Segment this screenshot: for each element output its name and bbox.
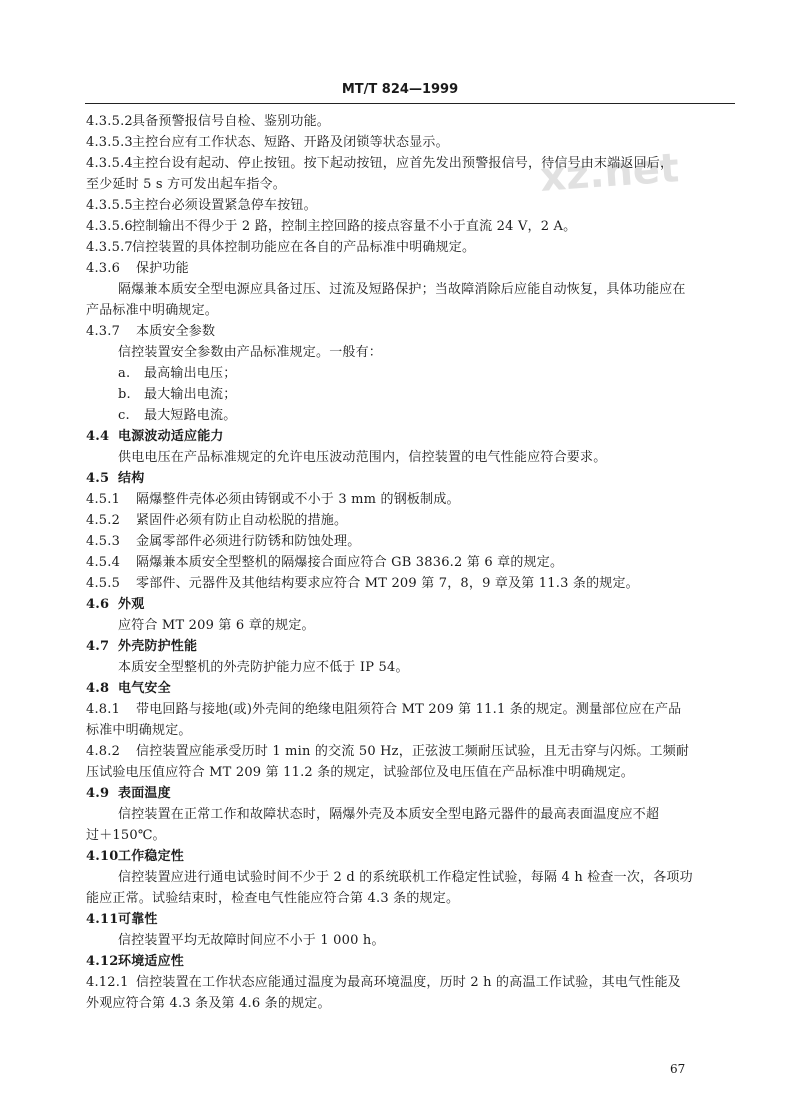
text-line — [86, 826, 736, 847]
clause-text: 主控台设有起动、停止按钮。按下起动按钮，应首先发出预警报信号，待信号由末端返回后， — [132, 156, 674, 171]
clause-number: 4.8 — [86, 681, 110, 696]
clause-text: 隔爆兼本质安全型电源应具备过压、过流及短路保护；当故障消除后应能自动恢复，具体功能应在 — [118, 282, 686, 297]
clause-text: 带电回路与接地(或)外壳间的绝缘电阻须符合 MT 209 第 11.1 条的规定。测量部位应在产品 — [136, 702, 682, 717]
text-line — [86, 868, 736, 889]
text-line — [86, 637, 736, 658]
clause-number: 4.8.2 — [86, 744, 121, 759]
clause-text: 外壳防护性能 — [118, 639, 198, 654]
clause-text: 本质安全参数 — [136, 324, 216, 339]
text-line — [86, 721, 736, 742]
clause-text: 结构 — [118, 471, 145, 486]
text-line — [86, 406, 736, 427]
clause-text: 信控装置平均无故障时间应不小于 1 000 h。 — [118, 933, 385, 948]
text-line — [86, 595, 736, 616]
text-line — [86, 133, 736, 154]
text-line — [86, 448, 736, 469]
text-line — [86, 784, 736, 805]
clause-number: 4.9 — [86, 786, 110, 801]
clause-text: 控制输出不得少于 2 路，控制主控回路的接点容量不小于直流 24 V，2 A。 — [132, 219, 577, 234]
text-line — [86, 280, 736, 301]
text-line — [86, 763, 736, 784]
clause-text: 产品标准中明确规定。 — [86, 303, 219, 318]
text-line — [86, 112, 736, 133]
text-line — [86, 385, 736, 406]
clause-number: 4.3.5.5 — [86, 198, 133, 213]
clause-number: 4.3.5.2 — [86, 114, 133, 129]
clause-number: c. — [118, 408, 130, 423]
clause-text: 主控台必须设置紧急停车按钮。 — [132, 198, 317, 213]
clause-text: 可靠性 — [118, 912, 158, 927]
header-rule — [85, 103, 735, 104]
text-line — [86, 154, 736, 175]
clause-number: 4.12.1 — [86, 975, 129, 990]
clause-number: a. — [118, 366, 131, 381]
clause-number: 4.5.3 — [86, 534, 121, 549]
clause-text: 零部件、元器件及其他结构要求应符合 MT 209 第 7，8，9 章及第 11.3 条的规定。 — [136, 576, 639, 591]
clause-number: 4.5.4 — [86, 555, 121, 570]
clause-text: 金属零部件必须进行防锈和防蚀处理。 — [136, 534, 361, 549]
clause-text: 最高输出电压； — [144, 366, 237, 381]
text-line — [86, 574, 736, 595]
clause-number: 4.5.1 — [86, 492, 121, 507]
watermark: xz.net — [538, 145, 681, 201]
clause-number: 4.6 — [86, 597, 110, 612]
clause-number: 4.5.5 — [86, 576, 121, 591]
clause-text: 最大短路电流。 — [144, 408, 237, 423]
text-line — [86, 742, 736, 763]
text-line — [86, 322, 736, 343]
text-line — [86, 175, 736, 196]
clause-number: 4.3.5.3 — [86, 135, 133, 150]
clause-text: 紧固件必须有防止自动松脱的措施。 — [136, 513, 348, 528]
clause-text: 至少延时 5 s 方可发出起车指令。 — [86, 177, 286, 192]
text-line — [86, 805, 736, 826]
clause-text: 具备预警报信号自检、鉴别功能。 — [132, 114, 331, 129]
text-line — [86, 427, 736, 448]
text-line — [86, 469, 736, 490]
text-line — [86, 532, 736, 553]
clause-number: 4.3.5.6 — [86, 219, 133, 234]
clause-text: 最大输出电流； — [144, 387, 237, 402]
clause-text: 信控装置应进行通电试验时间不少于 2 d 的系统联机工作稳定性试验，每隔 4 h 检查一次，各项功 — [118, 870, 693, 885]
text-line — [86, 889, 736, 910]
clause-text: 标准中明确规定。 — [86, 723, 192, 738]
text-line — [86, 511, 736, 532]
text-line — [86, 700, 736, 721]
clause-text: 隔爆兼本质安全型整机的隔爆接合面应符合 GB 3836.2 第 6 章的规定。 — [136, 555, 564, 570]
clause-text: 外观 — [118, 597, 145, 612]
text-line — [86, 847, 736, 868]
clause-text: 电源波动适应能力 — [118, 429, 224, 444]
clause-number: b. — [118, 387, 131, 402]
page-number: 67 — [670, 1062, 686, 1076]
text-line — [86, 931, 736, 952]
page-header: MT/T 824—1999 — [341, 82, 459, 97]
clause-number: 4.8.1 — [86, 702, 121, 717]
text-line — [86, 910, 736, 931]
clause-number: 4.3.5.7 — [86, 240, 133, 255]
clause-number: 4.4 — [86, 429, 110, 444]
text-line — [86, 490, 736, 511]
clause-text: 工作稳定性 — [118, 849, 185, 864]
document-body — [86, 112, 736, 1015]
clause-text: 保护功能 — [136, 261, 189, 276]
text-line — [86, 973, 736, 994]
clause-text: 主控台应有工作状态、短路、开路及闭锁等状态显示。 — [132, 135, 449, 150]
clause-number: 4.3.7 — [86, 324, 121, 339]
clause-text: 信控装置应能承受历时 1 min 的交流 50 Hz，正弦波工频耐压试验，且无击穿与闪烁。工频耐 — [136, 744, 690, 759]
clause-number: 4.10 — [86, 849, 119, 864]
clause-text: 信控装置的具体控制功能应在各自的产品标准中明确规定。 — [132, 240, 476, 255]
clause-text: 本质安全型整机的外壳防护能力应不低于 IP 54。 — [118, 660, 409, 675]
clause-text: 供电电压在产品标准规定的允许电压波动范围内，信控装置的电气性能应符合要求。 — [118, 450, 607, 465]
text-line — [86, 343, 736, 364]
text-line — [86, 217, 736, 238]
clause-text: 信控装置安全参数由产品标准规定。一般有： — [118, 345, 383, 360]
clause-number: 4.7 — [86, 639, 110, 654]
text-line — [86, 553, 736, 574]
text-line — [86, 238, 736, 259]
clause-number: 4.3.6 — [86, 261, 121, 276]
clause-number: 4.5.2 — [86, 513, 121, 528]
text-line — [86, 616, 736, 637]
clause-text: 外观应符合第 4.3 条及第 4.6 条的规定。 — [86, 996, 331, 1011]
clause-number: 4.12 — [86, 954, 119, 969]
text-line — [86, 994, 736, 1015]
clause-text: 能应正常。试验结束时，检查电气性能应符合第 4.3 条的规定。 — [86, 891, 460, 906]
text-line — [86, 364, 736, 385]
clause-number: 4.3.5.4 — [86, 156, 133, 171]
clause-number: 4.5 — [86, 471, 110, 486]
clause-text: 环境适应性 — [118, 954, 185, 969]
clause-number: 4.11 — [86, 912, 119, 927]
clause-text: 隔爆整件壳体必须由铸钢或不小于 3 mm 的钢板制成。 — [136, 492, 460, 507]
clause-text: 信控装置在正常工作和故障状态时，隔爆外壳及本质安全型电路元器件的最高表面温度应不超 — [118, 807, 660, 822]
text-line — [86, 658, 736, 679]
clause-text: 应符合 MT 209 第 6 章的规定。 — [118, 618, 315, 633]
clause-text: 过＋150℃。 — [86, 828, 166, 843]
text-line — [86, 196, 736, 217]
text-line — [86, 301, 736, 322]
text-line — [86, 679, 736, 700]
text-line — [86, 259, 736, 280]
clause-text: 压试验电压值应符合 MT 209 第 11.2 条的规定，试验部位及电压值在产品标准中明确规定。 — [86, 765, 635, 780]
clause-text: 信控装置在工作状态应能通过温度为最高环境温度，历时 2 h 的高温工作试验，其电气性能及 — [136, 975, 681, 990]
clause-text: 表面温度 — [118, 786, 171, 801]
clause-text: 电气安全 — [118, 681, 171, 696]
text-line — [86, 952, 736, 973]
